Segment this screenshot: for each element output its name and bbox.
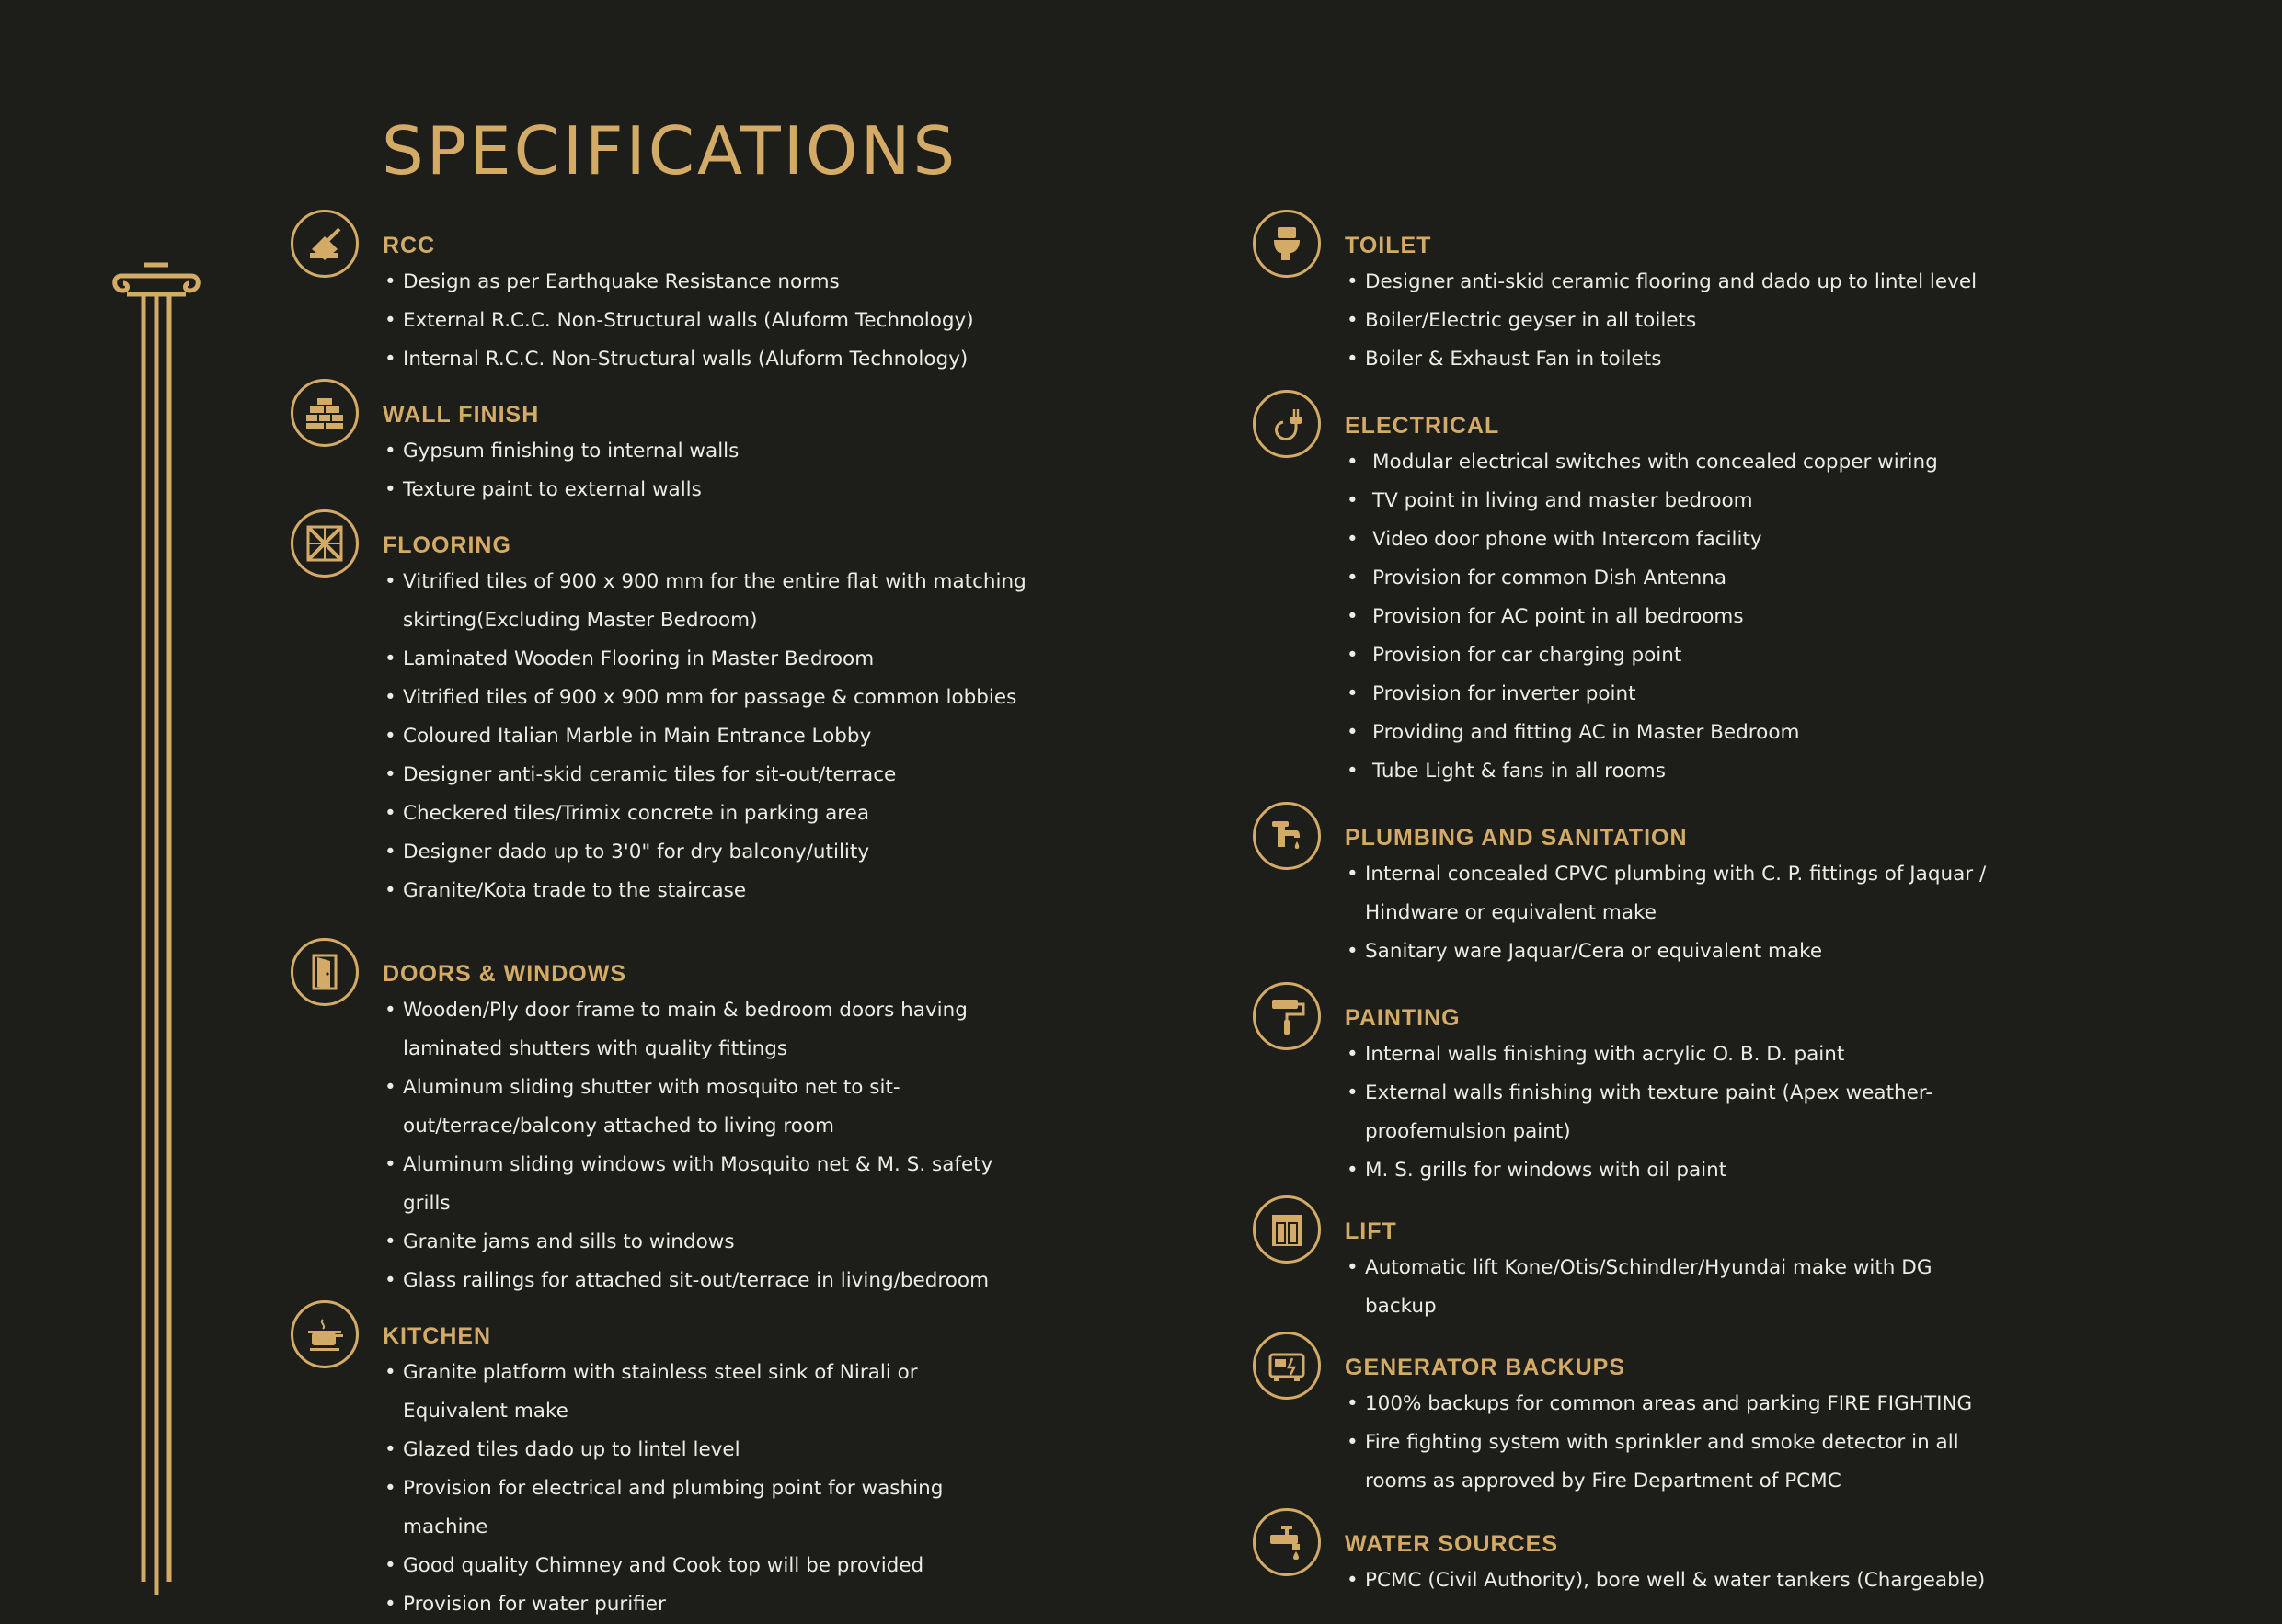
spec-list [383, 263, 1026, 379]
spec-item: • M. S. grills for windows with oil paint [1345, 1151, 1989, 1190]
spec-item: • PCMC (Civil Authority), bore well & water tankers (Chargeable) [1345, 1561, 1989, 1600]
spec-item: • External walls finishing with texture paint (Apex weather-proofemulsion paint) [1345, 1074, 1989, 1151]
page-title: SPECIFICATIONS [382, 112, 958, 189]
spec-item: • Boiler/Electric geyser in all toilets [1345, 302, 1989, 340]
floor-tile-icon [291, 509, 359, 578]
section-heading: DOORS & WINDOWS [383, 961, 626, 987]
water-tap-icon [1253, 1508, 1321, 1576]
section-kitchen [291, 1300, 1026, 1624]
spec-list [1345, 263, 1989, 379]
section-flooring [291, 509, 1026, 910]
left-column [291, 210, 1026, 1624]
spec-item: • Automatic lift Kone/Otis/Schindler/Hyundai make with DG backup [1345, 1249, 1989, 1326]
section-heading: ELECTRICAL [1345, 413, 1500, 439]
section-water-sources [1253, 1508, 1989, 1600]
spec-list [1345, 855, 1989, 971]
generator-icon [1253, 1332, 1321, 1400]
spec-list [1345, 443, 1989, 791]
section-heading: WALL FINISH [383, 402, 540, 428]
spec-item: • Designer dado up to 3'0" for dry balcony/utility [383, 833, 1026, 872]
spec-item: • Vitrified tiles of 900 x 900 mm for the entire flat with matching skirting(Excluding Master Bedroom) [383, 563, 1026, 640]
trowel-icon [291, 210, 359, 278]
section-electrical [1253, 390, 1989, 791]
section-lift [1253, 1195, 1989, 1326]
spec-item: • Aluminum sliding windows with Mosquito net & M. S. safety grills [383, 1146, 1026, 1223]
spec-list [383, 563, 1026, 910]
section-heading: LIFT [1345, 1218, 1397, 1244]
spec-item: • Modular electrical switches with concealed copper wiring [1345, 443, 1989, 482]
cooking-pot-icon [291, 1300, 359, 1368]
spec-item: • Laminated Wooden Flooring in Master Bedroom [383, 640, 1026, 679]
spec-item: • Texture paint to external walls [383, 471, 1026, 509]
spec-item: • Coloured Italian Marble in Main Entrance Lobby [383, 717, 1026, 756]
spec-item: • Designer anti-skid ceramic tiles for sit-out/terrace [383, 756, 1026, 795]
spec-item: • External R.C.C. Non-Structural walls (Aluform Technology) [383, 302, 1026, 340]
spec-item: • Good quality Chimney and Cook top will be provided [383, 1547, 1026, 1585]
spec-item: • Providing and fitting AC in Master Bedroom [1345, 714, 1989, 752]
spec-item: • Glazed tiles dado up to lintel level [383, 1431, 1026, 1470]
spec-item: • Tube Light & fans in all rooms [1345, 752, 1989, 791]
spec-list [1345, 1035, 1989, 1190]
spec-item: • 100% backups for common areas and parking FIRE FIGHTING [1345, 1385, 1989, 1424]
toilet-icon [1253, 210, 1321, 278]
spec-list [1345, 1561, 1989, 1600]
section-plumbing-and-sanitation [1253, 802, 1989, 971]
section-heading: PAINTING [1345, 1005, 1461, 1031]
section-generator-backups [1253, 1332, 1989, 1501]
section-wall-finish [291, 379, 1026, 509]
spec-item: • Design as per Earthquake Resistance norms [383, 263, 1026, 302]
spec-item: • Provision for electrical and plumbing point for washing machine [383, 1470, 1026, 1547]
spec-item: • Aluminum sliding shutter with mosquito net to sit-out/terrace/balcony attached to living room [383, 1069, 1026, 1146]
section-heading: FLOORING [383, 532, 511, 558]
section-heading: TOILET [1345, 233, 1432, 258]
spec-item: • Granite/Kota trade to the staircase [383, 872, 1026, 910]
spec-item: • TV point in living and master bedroom [1345, 482, 1989, 520]
spec-item: • Provision for common Dish Antenna [1345, 559, 1989, 598]
brick-wall-icon [291, 379, 359, 447]
spec-item: • Designer anti-skid ceramic flooring and dado up to lintel level [1345, 263, 1989, 302]
spec-item: • Fire fighting system with sprinkler and smoke detector in all rooms as approved by Fire Department of PCMC [1345, 1424, 1989, 1501]
spec-item: • Sanitary ware Jaquar/Cera or equivalent make [1345, 932, 1989, 971]
section-heading: KITCHEN [383, 1323, 492, 1349]
section-painting [1253, 982, 1989, 1190]
spec-list [1345, 1249, 1989, 1326]
spec-list [383, 1354, 1026, 1624]
spec-item: • Internal concealed CPVC plumbing with C. P. fittings of Jaquar / Hindware or equivalent make [1345, 855, 1989, 932]
spec-item: • Provision for inverter point [1345, 675, 1989, 714]
spec-list [383, 432, 1026, 509]
spec-item: • Internal walls finishing with acrylic O. B. D. paint [1345, 1035, 1989, 1074]
spec-item: • Vitrified tiles of 900 x 900 mm for passage & common lobbies [383, 679, 1026, 717]
spec-item: • Provision for car charging point [1345, 636, 1989, 675]
section-rcc [291, 210, 1026, 379]
spec-item: • Checkered tiles/Trimix concrete in parking area [383, 795, 1026, 833]
spec-item: • Provision for AC point in all bedrooms [1345, 598, 1989, 636]
spec-list [383, 991, 1026, 1300]
spec-item: • Gypsum finishing to internal walls [383, 432, 1026, 471]
section-heading: WATER SOURCES [1345, 1531, 1558, 1557]
elevator-icon [1253, 1195, 1321, 1264]
door-icon [291, 938, 359, 1006]
right-column [1253, 210, 1989, 1600]
spec-item: • Granite jams and sills to windows [383, 1223, 1026, 1262]
plug-icon [1253, 390, 1321, 458]
faucet-icon [1253, 802, 1321, 870]
spec-item: • Internal R.C.C. Non-Structural walls (Aluform Technology) [383, 340, 1026, 379]
spec-item: • Glass railings for attached sit-out/terrace in living/bedroom [383, 1262, 1026, 1300]
spec-item: • Granite platform with stainless steel sink of Nirali or Equivalent make [383, 1354, 1026, 1431]
section-toilet [1253, 210, 1989, 379]
spec-item: • Video door phone with Intercom facility [1345, 520, 1989, 559]
spec-item: • Wooden/Ply door frame to main & bedroom doors having laminated shutters with quality fittings [383, 991, 1026, 1069]
section-heading: GENERATOR BACKUPS [1345, 1355, 1625, 1380]
section-heading: RCC [383, 233, 436, 258]
paint-roller-icon [1253, 982, 1321, 1050]
spec-item: • Provision for water purifier [383, 1585, 1026, 1624]
spec-item: • Boiler & Exhaust Fan in toilets [1345, 340, 1989, 379]
pillar-decoration [110, 257, 202, 1600]
spec-list [1345, 1385, 1989, 1501]
section-doors-windows [291, 938, 1026, 1300]
section-heading: PLUMBING AND SANITATION [1345, 825, 1688, 851]
